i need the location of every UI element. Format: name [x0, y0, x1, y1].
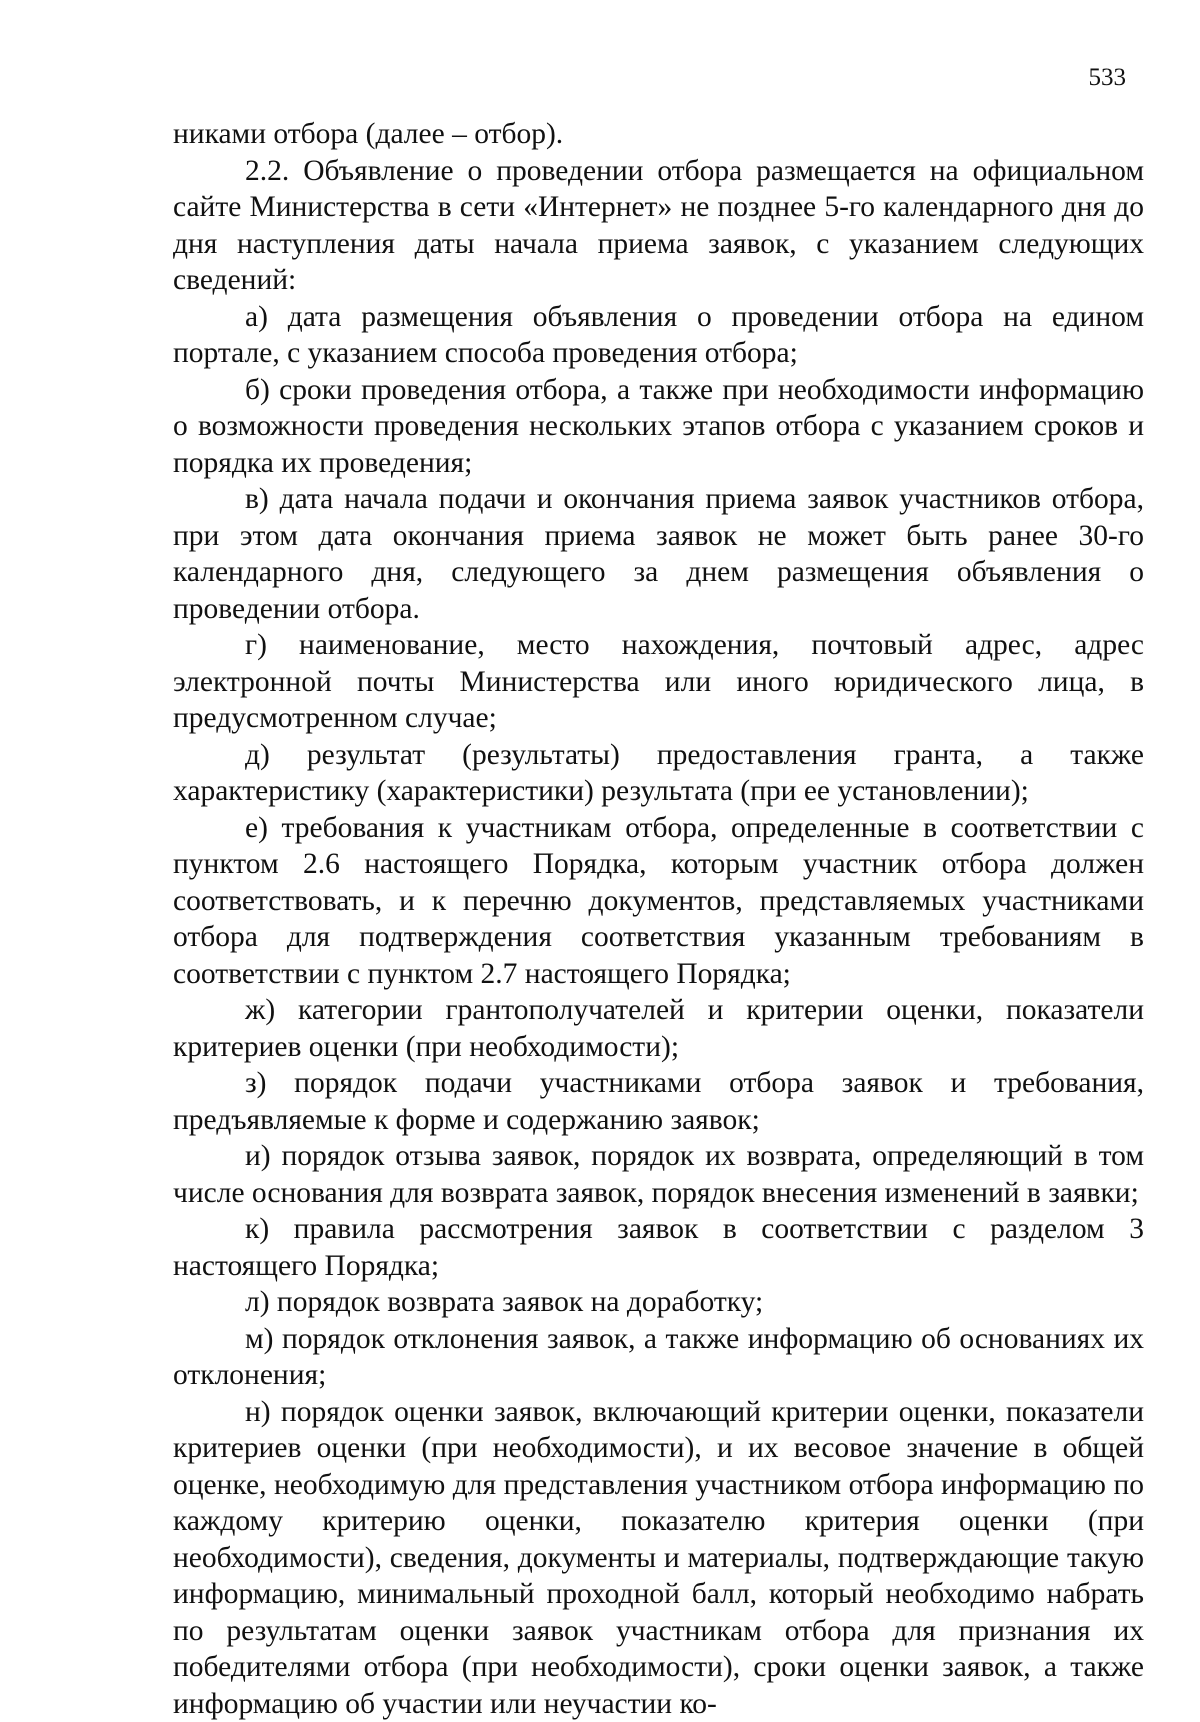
list-item-n: н) порядок оценки заявок, включающий критерии оценки, показатели критериев оценки (при необходимости), и их весовое значение в общей оценке, необходимую для представления участником отбора информацию по каждому критерию оценки, показателю критерия оценки (при необходимости), сведения, документы и материалы, подтверждающие такую информацию, минимальный проходной балл, который необходимо набрать по результатам оценки заявок участникам отбора для признания их победителями отбора (при необходимости), сроки оценки заявок, а также информацию об участии или неучастии ко- — [173, 1394, 1144, 1722]
paragraph-continuation: никами отбора (далее – отбор). — [173, 116, 1144, 153]
paragraph-2-2: 2.2. Объявление о проведении отбора размещается на официальном сайте Министерства в сети «Интернет» не позднее 5-го календарного дня до дня наступления даты начала приема заявок, с указанием следующих сведений: — [173, 153, 1144, 299]
list-item-k: к) правила рассмотрения заявок в соответствии с разделом 3 настоящего Порядка; — [173, 1211, 1144, 1284]
list-item-z: з) порядок подачи участниками отбора заявок и требования, предъявляемые к форме и содержанию заявок; — [173, 1065, 1144, 1138]
list-item-d: д) результат (результаты) предоставления гранта, а также характеристику (характеристики) результата (при ее установлении); — [173, 737, 1144, 810]
list-item-zh: ж) категории грантополучателей и критерии оценки, показатели критериев оценки (при необходимости); — [173, 992, 1144, 1065]
list-item-i: и) порядок отзыва заявок, порядок их возврата, определяющий в том числе основания для возврата заявок, порядок внесения изменений в заявки; — [173, 1138, 1144, 1211]
list-item-e: е) требования к участникам отбора, определенные в соответствии с пунктом 2.6 настоящего Порядка, которым участник отбора должен соответствовать, и к перечню документов, представляемых участниками отбора для подтверждения соответствия указанным требованиям в соответствии с пунктом 2.7 настоящего Порядка; — [173, 810, 1144, 993]
list-item-a: а) дата размещения объявления о проведении отбора на едином портале, с указанием способа проведения отбора; — [173, 299, 1144, 372]
list-item-b: б) сроки проведения отбора, а также при необходимости информацию о возможности проведения нескольких этапов отбора с указанием сроков и порядка их проведения; — [173, 372, 1144, 482]
list-item-g: г) наименование, место нахождения, почтовый адрес, адрес электронной почты Министерства или иного юридического лица, в предусмотренном случае; — [173, 627, 1144, 737]
page-number: 533 — [1089, 64, 1127, 92]
list-item-m: м) порядок отклонения заявок, а также информацию об основаниях их отклонения; — [173, 1321, 1144, 1394]
list-item-l: л) порядок возврата заявок на доработку; — [173, 1284, 1144, 1321]
document-body — [173, 116, 1144, 1722]
list-item-v: в) дата начала подачи и окончания приема заявок участников отбора, при этом дата окончания приема заявок не может быть ранее 30-го календарного дня, следующего за днем размещения объявления о проведении отбора. — [173, 481, 1144, 627]
